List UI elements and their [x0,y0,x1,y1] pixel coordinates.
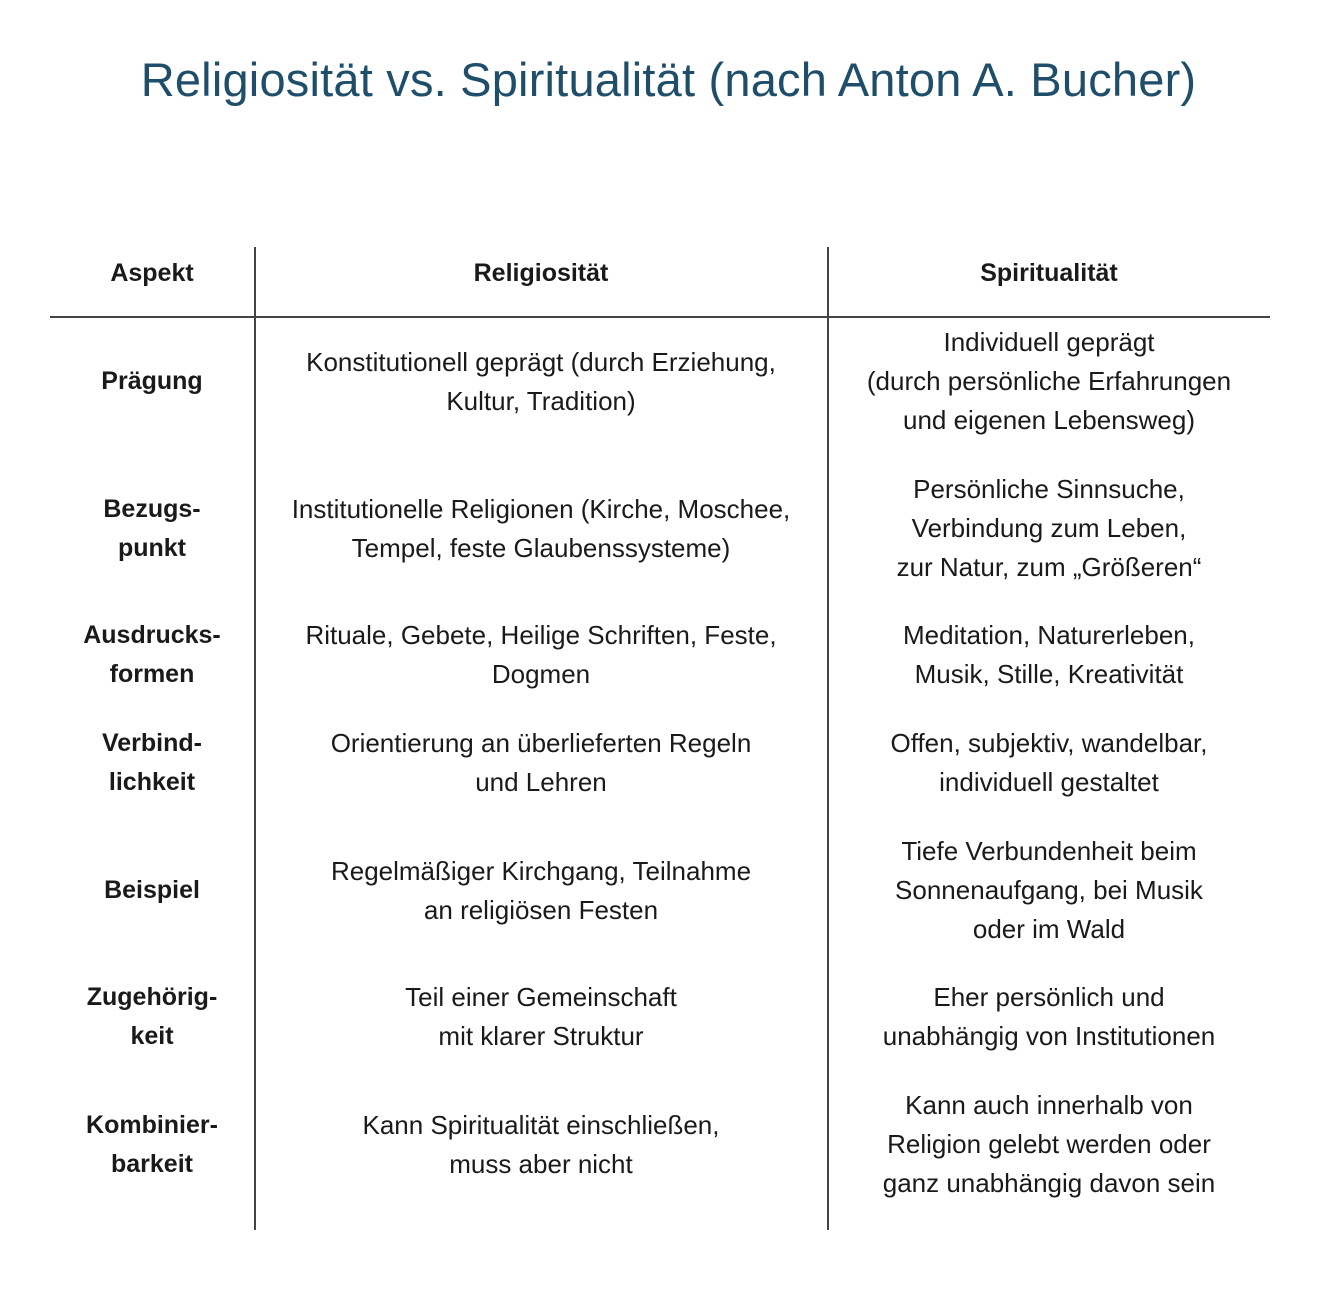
row-spiritualitaet: Meditation, Naturerleben, Musik, Stille, Kreativität [903,620,1195,689]
header-religiositaet: Religiosität [473,258,609,287]
row-religiositaet: Teil einer Gemeinschaft mit klarer Struktur [405,982,677,1051]
row-spiritualitaet: Eher persönlich und unabhängig von Institutionen [882,982,1216,1051]
row-religiositaet: Konstitutionell geprägt (durch Erziehung, Kultur, Tradition) [306,346,776,416]
row-spiritualitaet: Offen, subjektiv, wandelbar, individuell gestaltet [890,728,1208,797]
row-religiositaet: Kann Spiritualität einschließen, muss aber nicht [362,1109,720,1179]
row-religiositaet: Institutionelle Religionen (Kirche, Moschee, Tempel, feste Glaubenssysteme) [291,493,791,563]
page-title: Religiosität vs. Spiritualität (nach Anton A. Bucher) [140,53,1197,106]
row-spiritualitaet: Kann auch innerhalb von Religion gelebt werden oder ganz unabhängig davon sein [882,1090,1216,1198]
row-spiritualitaet: Tiefe Verbundenheit beim Sonnenaufgang, bei Musik oder im Wald [895,836,1203,944]
row-aspect: Bezugs- punkt [103,494,201,562]
row-religiositaet: Orientierung an überlieferten Regeln und Lehren [330,728,752,797]
row-spiritualitaet: Persönliche Sinnsuche, Verbindung zum Leben, zur Natur, zum „Größeren“ [896,474,1202,582]
row-aspect: Verbind- lichkeit [101,729,202,796]
row-aspect: Kombinier- barkeit [86,1110,218,1178]
row-religiositaet: Regelmäßiger Kirchgang, Teilnahme an religiösen Festen [330,855,752,925]
row-aspect: Prägung [101,367,203,395]
row-aspect: Beispiel [104,876,200,904]
row-spiritualitaet: Individuell geprägt (durch persönliche Erfahrungen und eigenen Lebensweg) [866,327,1232,435]
row-aspect: Zugehörig- keit [86,983,218,1050]
header-spiritualitaet: Spiritualität [980,258,1118,287]
comparison-table [50,247,1270,1230]
header-divider [50,316,1270,318]
row-aspect: Ausdrucks- formen [83,621,221,688]
header-aspekt: Aspekt [110,258,194,287]
row-religiositaet: Rituale, Gebete, Heilige Schriften, Feste, Dogmen [305,620,777,689]
